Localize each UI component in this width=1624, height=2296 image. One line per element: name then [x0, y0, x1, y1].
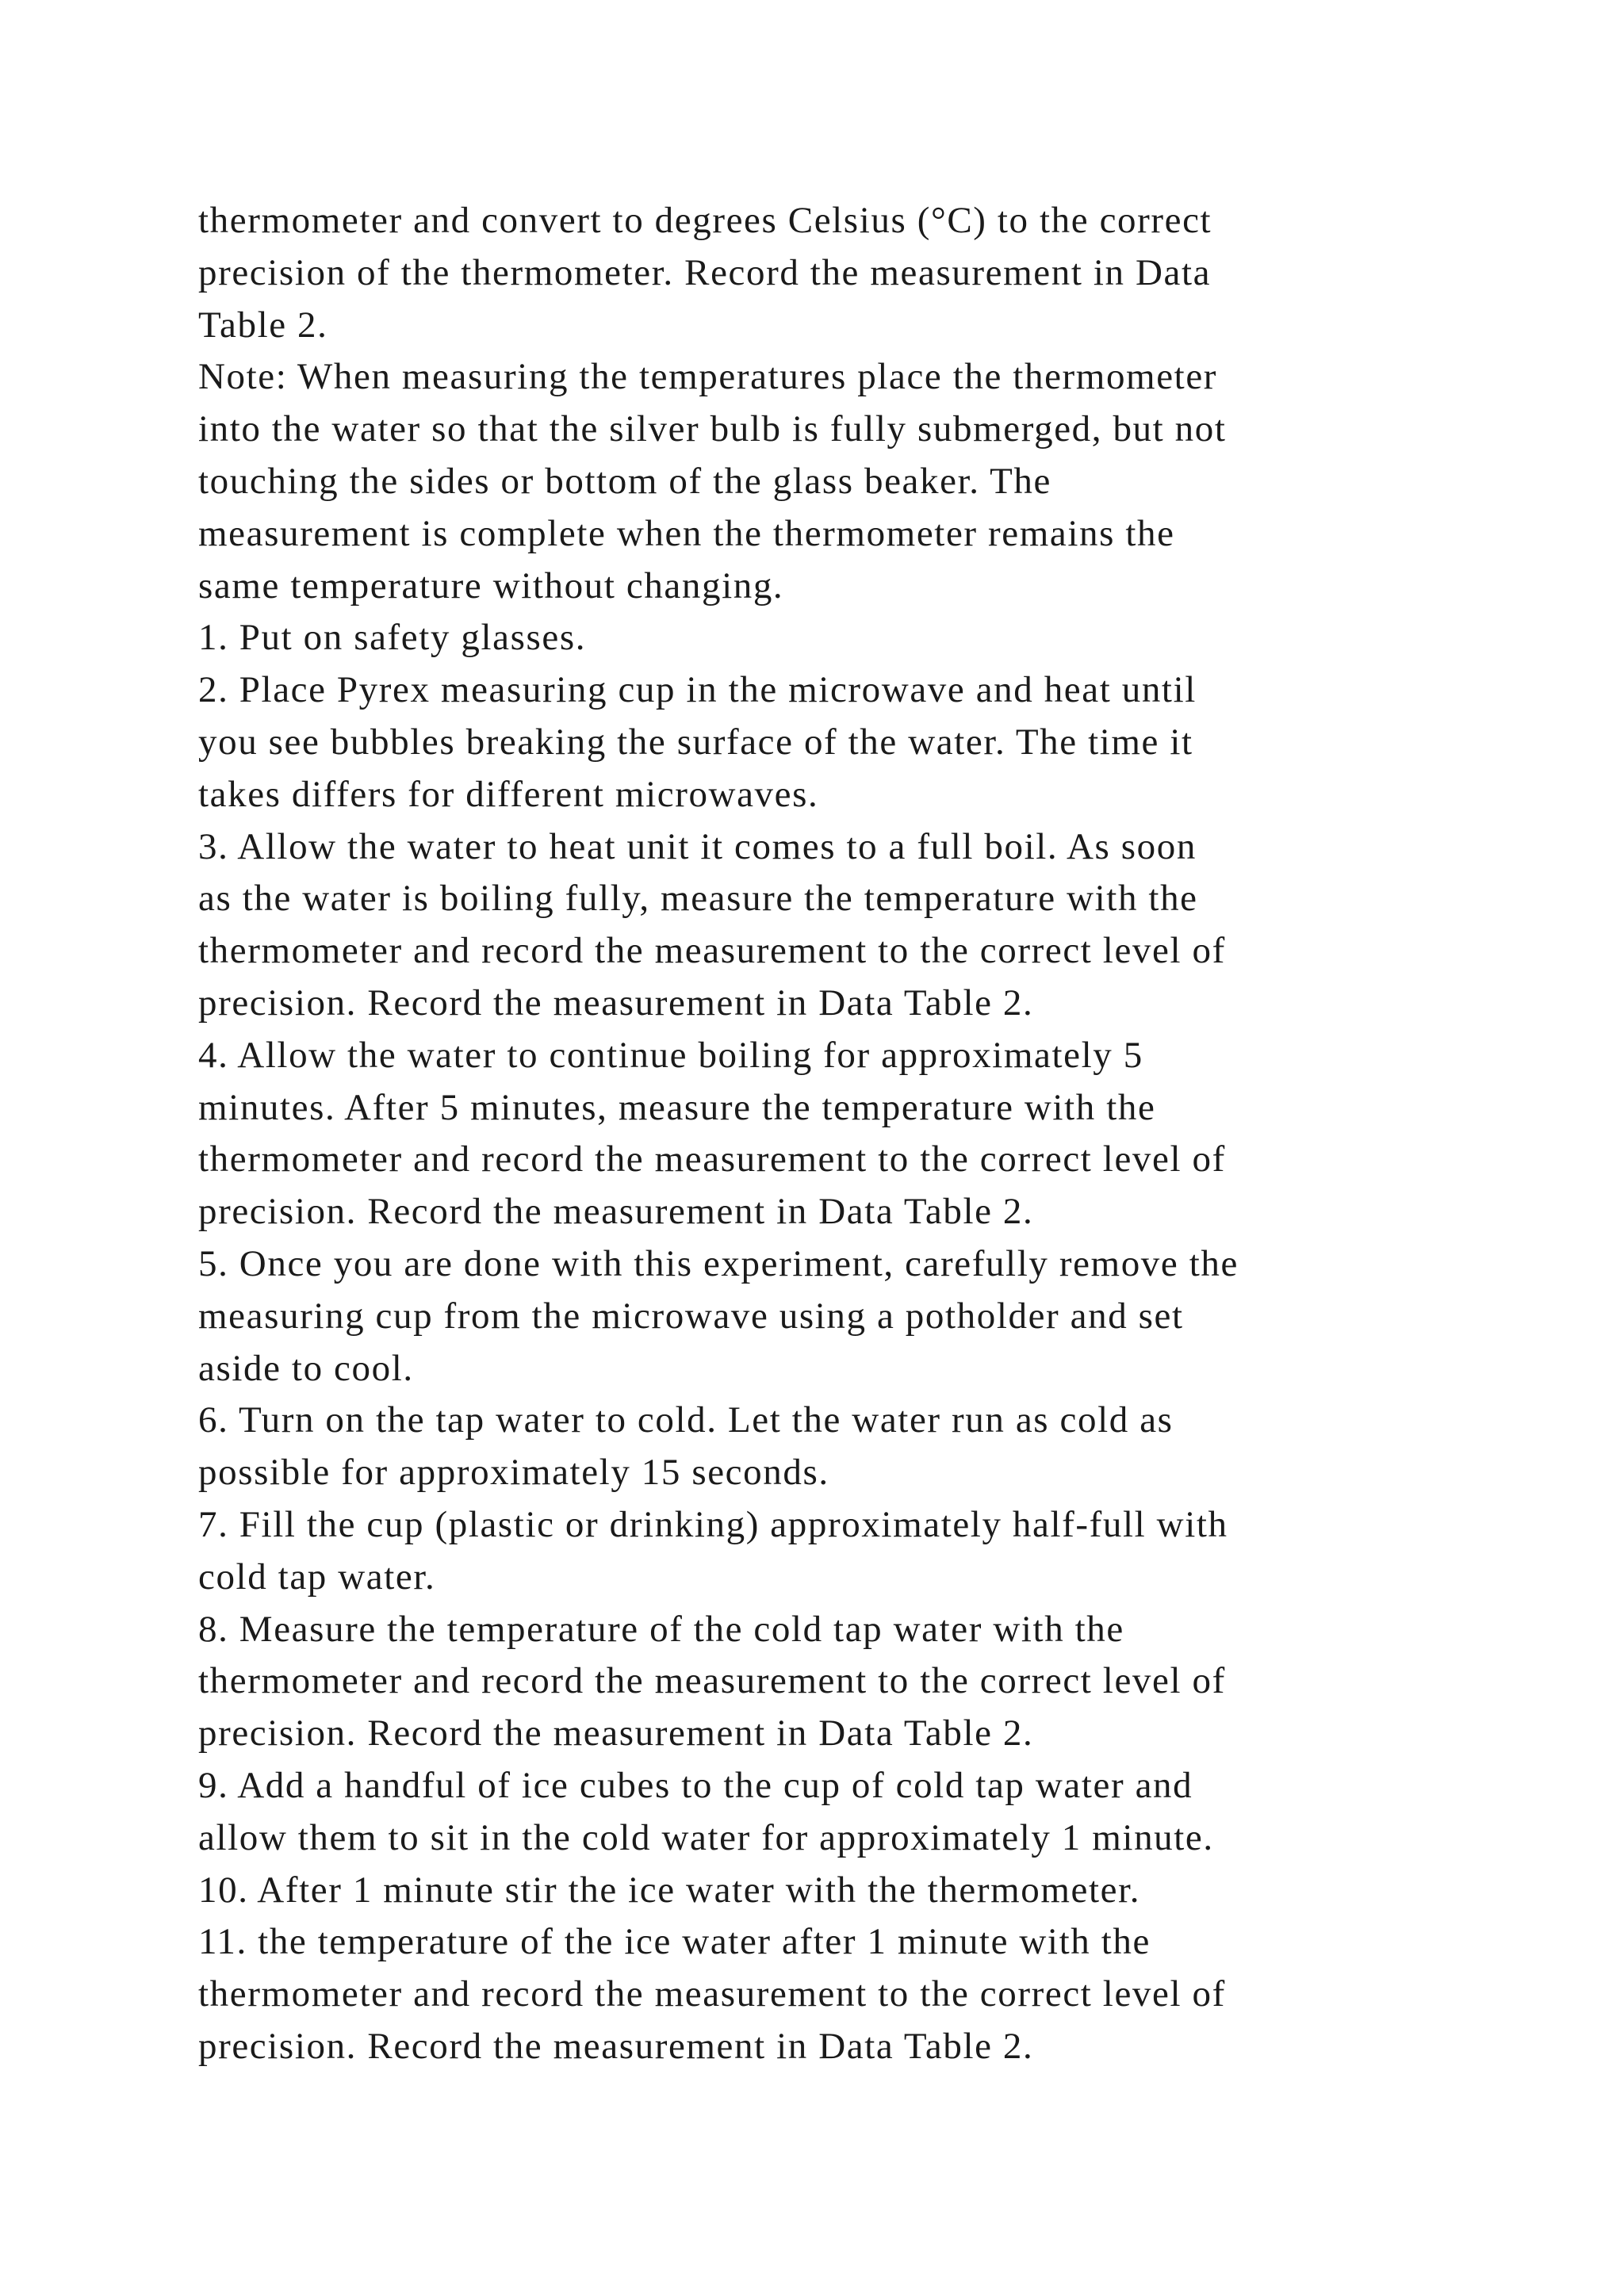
step-5-line: measuring cup from the microwave using a potholder and set [198, 1295, 1184, 1337]
step-7-line: 7. Fill the cup (plastic or drinking) approximately half-full with [198, 1503, 1228, 1545]
step-11-line: precision. Record the measurement in Data Table 2. [198, 2025, 1034, 2067]
step-8-line: 8. Measure the temperature of the cold tap water with the [198, 1608, 1124, 1650]
step-2-line: 2. Place Pyrex measuring cup in the microwave and heat until [198, 669, 1197, 711]
note-line: into the water so that the silver bulb is fully submerged, but not [198, 408, 1227, 450]
step-2-line: takes differs for different microwaves. [198, 773, 819, 815]
text-line: Table 2. [198, 304, 328, 346]
step-4-line: thermometer and record the measurement to the correct level of [198, 1138, 1226, 1181]
step-2-line: you see bubbles breaking the surface of the water. The time it [198, 721, 1193, 763]
step-3-line: as the water is boiling fully, measure the temperature with the [198, 878, 1198, 920]
step-5-line: aside to cool. [198, 1347, 414, 1389]
text-line: thermometer and convert to degrees Celsius (°C) to the correct [198, 200, 1212, 241]
step-5-line: 5. Once you are done with this experiment, carefully remove the [198, 1242, 1239, 1284]
step-6-line: possible for approximately 15 seconds. [198, 1452, 829, 1494]
step-3-line: precision. Record the measurement in Data Table 2. [198, 982, 1034, 1024]
step-11-line: thermometer and record the measurement to the correct level of [198, 1973, 1226, 2015]
note-line: same temperature without changing. [198, 564, 784, 607]
text-line: precision of the thermometer. Record the measurement in Data [198, 251, 1212, 293]
note-line: measurement is complete when the thermometer remains the [198, 512, 1175, 554]
step-4-line: precision. Record the measurement in Data Table 2. [198, 1191, 1034, 1233]
step-4-line: 4. Allow the water to continue boiling for approximately 5 [198, 1034, 1143, 1076]
step-6-line: 6. Turn on the tap water to cold. Let the water run as cold as [198, 1399, 1174, 1441]
step-7-line: cold tap water. [198, 1556, 436, 1598]
note-line: touching the sides or bottom of the glass beaker. The [198, 460, 1051, 502]
step-11-line: 11. the temperature of the ice water after 1 minute with the [198, 1921, 1151, 1963]
step-3-line: 3. Allow the water to heat unit it comes to a full boil. As soon [198, 825, 1197, 867]
step-1-line: 1. Put on safety glasses. [198, 617, 587, 659]
step-8-line: thermometer and record the measurement to the correct level of [198, 1660, 1226, 1702]
step-10-line: 10. After 1 minute stir the ice water with the thermometer. [198, 1869, 1141, 1911]
step-4-line: minutes. After 5 minutes, measure the temperature with the [198, 1086, 1156, 1128]
step-3-line: thermometer and record the measurement to the correct level of [198, 930, 1226, 972]
step-9-line: 9. Add a handful of ice cubes to the cup of cold tap water and [198, 1764, 1193, 1806]
document-body [198, 195, 1483, 2073]
step-8-line: precision. Record the measurement in Data Table 2. [198, 1712, 1034, 1755]
step-9-line: allow them to sit in the cold water for approximately 1 minute. [198, 1816, 1214, 1858]
note-line: Note: When measuring the temperatures place the thermometer [198, 356, 1218, 398]
